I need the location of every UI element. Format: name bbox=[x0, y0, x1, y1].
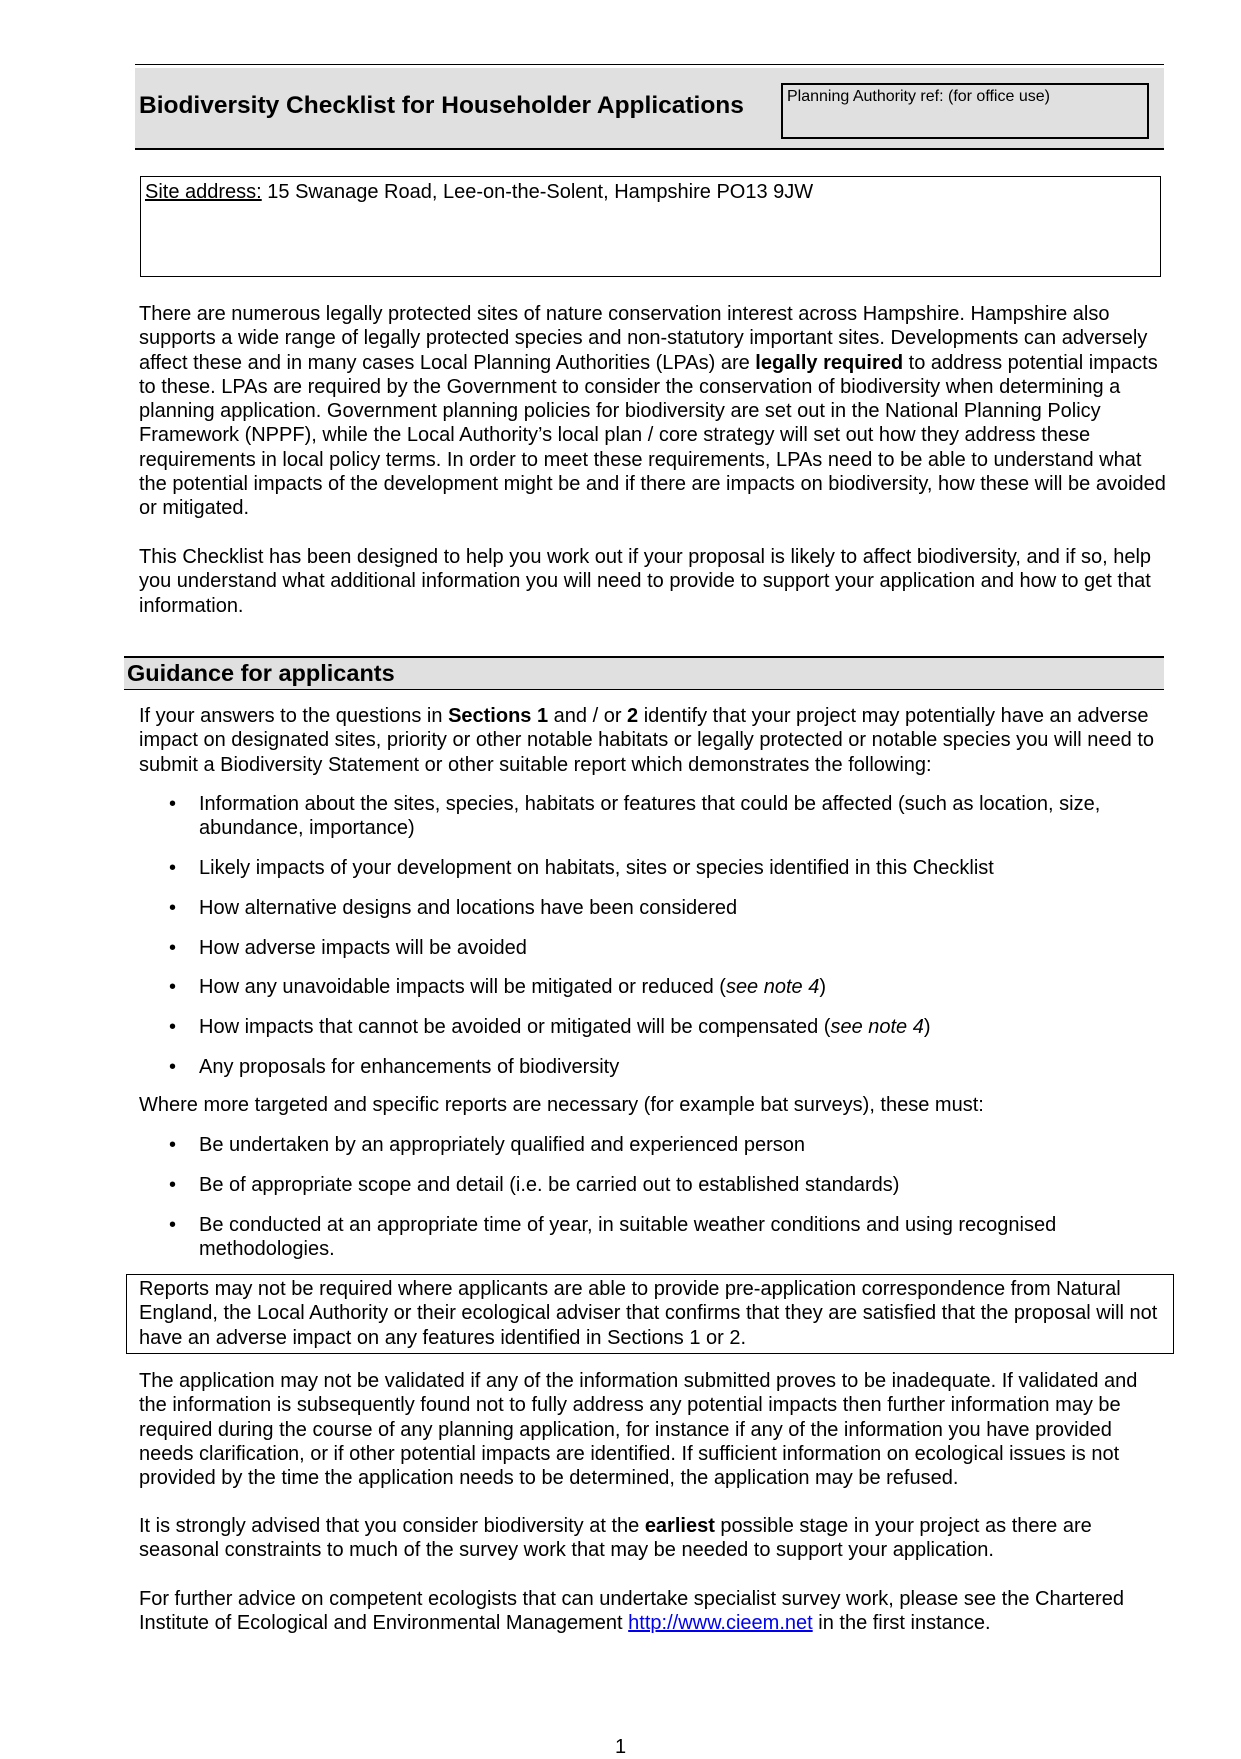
top-rule bbox=[135, 64, 1164, 65]
text: For further advice on competent ecologists that can undertake specialist survey work, please see the Chartered Institute of Ecological and Environmental Management bbox=[139, 1588, 1124, 1635]
advice-paragraph bbox=[139, 1587, 1169, 1636]
list-item: • How adverse impacts will be avoided bbox=[139, 936, 1169, 960]
text: ) bbox=[923, 1016, 931, 1039]
emphasis: 2 bbox=[627, 705, 639, 727]
text: to address potential impacts to these. LPAs are required by the Government to consider the conservation of biodiversity when determining a planning application. Government planning policies for biodiversity are set out in the National Planning Policy Framework (NPPF), while the Local Authority’s local plan / core strategy will set out how they address these requirements in local policy terms. In order to meet these requirements, LPAs need to be able to understand what the potential impacts of the development might be and if there are impacts on biodiversity, how these will be avoided or mitigated. bbox=[139, 351, 1166, 520]
list-item: • Any proposals for enhancements of biodiversity bbox=[139, 1055, 1169, 1079]
text: There are numerous legally protected sites of nature conservation interest across Hampshire. Hampshire also supports a wide range of legally protected species and non-statutory important sites. Developments can adversely affect these and in many cases Local Planning Authorities (LPAs) are bbox=[139, 303, 1148, 374]
text: possible stage in your project as there are seasonal constraints to much of the survey work that may be needed to support your application. bbox=[139, 1515, 1092, 1562]
text: How any unavoidable impacts will be mitigated or reduced ( bbox=[199, 976, 726, 999]
intro-paragraph-2: This Checklist has been designed to help you work out if your proposal is likely to affect biodiversity, and if so, help you understand what additional information you will need to provide to support your application and how to get that information. bbox=[139, 546, 1152, 617]
emphasis: Sections 1 bbox=[448, 705, 549, 727]
section-heading: Guidance for applicants bbox=[124, 656, 1164, 690]
site-address-value: 15 Swanage Road, Lee-on-the-Solent, Hampshire PO13 9JW bbox=[261, 181, 814, 203]
list-item bbox=[139, 975, 1169, 999]
list-item: • Be of appropriate scope and detail (i.e. be carried out to established standards) bbox=[139, 1173, 1169, 1197]
ref-label: Planning Authority ref: (for office use) bbox=[787, 88, 1050, 105]
targeted-reports-intro: Where more targeted and specific reports are necessary (for example bat surveys), these must: bbox=[139, 1094, 984, 1116]
validation-paragraph: The application may not be validated if any of the information submitted proves to be inadequate. If validated and the information is subsequently found not to fully address any potential impacts then further information may be required during the course of any planning application, for instance if any of the information you have provided needs clarification, or if other potential impacts are identified. If sufficient information on ecological issues is not provided by the time the application needs to be determined, the application may be refused. bbox=[139, 1370, 1138, 1490]
list-item: • Be conducted at an appropriate time of year, in suitable weather conditions and using recognised methodologies. bbox=[139, 1213, 1169, 1262]
intro-paragraph-1 bbox=[139, 302, 1169, 521]
planning-authority-ref-box bbox=[781, 83, 1149, 139]
emphasis: legally required bbox=[755, 351, 904, 374]
list-item: • How alternative designs and locations have been considered bbox=[139, 896, 1169, 920]
statement-requirements-list bbox=[139, 792, 1169, 1095]
note-ref: see note 4 bbox=[830, 1016, 924, 1039]
report-requirements-list bbox=[139, 1133, 1169, 1277]
list-item: • Information about the sites, species, habitats or features that could be affected (such as location, size, abundance, importance) bbox=[139, 792, 1169, 841]
text: identify that your project may potentially have an adverse impact on designated sites, priority or other notable habitats or legally protected or notable species you will need to submit a Biodiversity Statement or other suitable report which demonstrates the following: bbox=[139, 705, 1155, 776]
list-item: • Be undertaken by an appropriately qualified and experienced person bbox=[139, 1133, 1169, 1157]
document-header bbox=[135, 68, 1164, 150]
list-item bbox=[139, 1015, 1169, 1039]
cieem-link[interactable]: http://www.cieem.net bbox=[628, 1612, 813, 1635]
document-title: Biodiversity Checklist for Householder Applications bbox=[139, 92, 744, 119]
page-number: 1 bbox=[614, 1736, 627, 1758]
text: ) bbox=[819, 976, 827, 999]
site-address-box bbox=[140, 176, 1161, 277]
site-address-label: Site address: bbox=[145, 181, 262, 203]
note-ref: see note 4 bbox=[725, 976, 820, 999]
text: in the first instance. bbox=[812, 1612, 991, 1635]
emphasis: earliest bbox=[644, 1515, 715, 1537]
reports-note-box: Reports may not be required where applicants are able to provide pre-application correspondence from Natural England, the Local Authority or their ecological adviser that confirms that they are satisfied that the proposal will not have an adverse impact on any features identified in Sections 1 or 2. bbox=[126, 1274, 1174, 1354]
text: and / or bbox=[548, 705, 628, 727]
text: How impacts that cannot be avoided or mitigated will be compensated ( bbox=[199, 1016, 831, 1039]
text: If your answers to the questions in bbox=[139, 705, 449, 727]
earliest-paragraph bbox=[139, 1514, 1169, 1563]
guidance-lead bbox=[139, 704, 1169, 777]
text: It is strongly advised that you consider biodiversity at the bbox=[139, 1515, 645, 1537]
list-item: • Likely impacts of your development on habitats, sites or species identified in this Checklist bbox=[139, 856, 1169, 880]
